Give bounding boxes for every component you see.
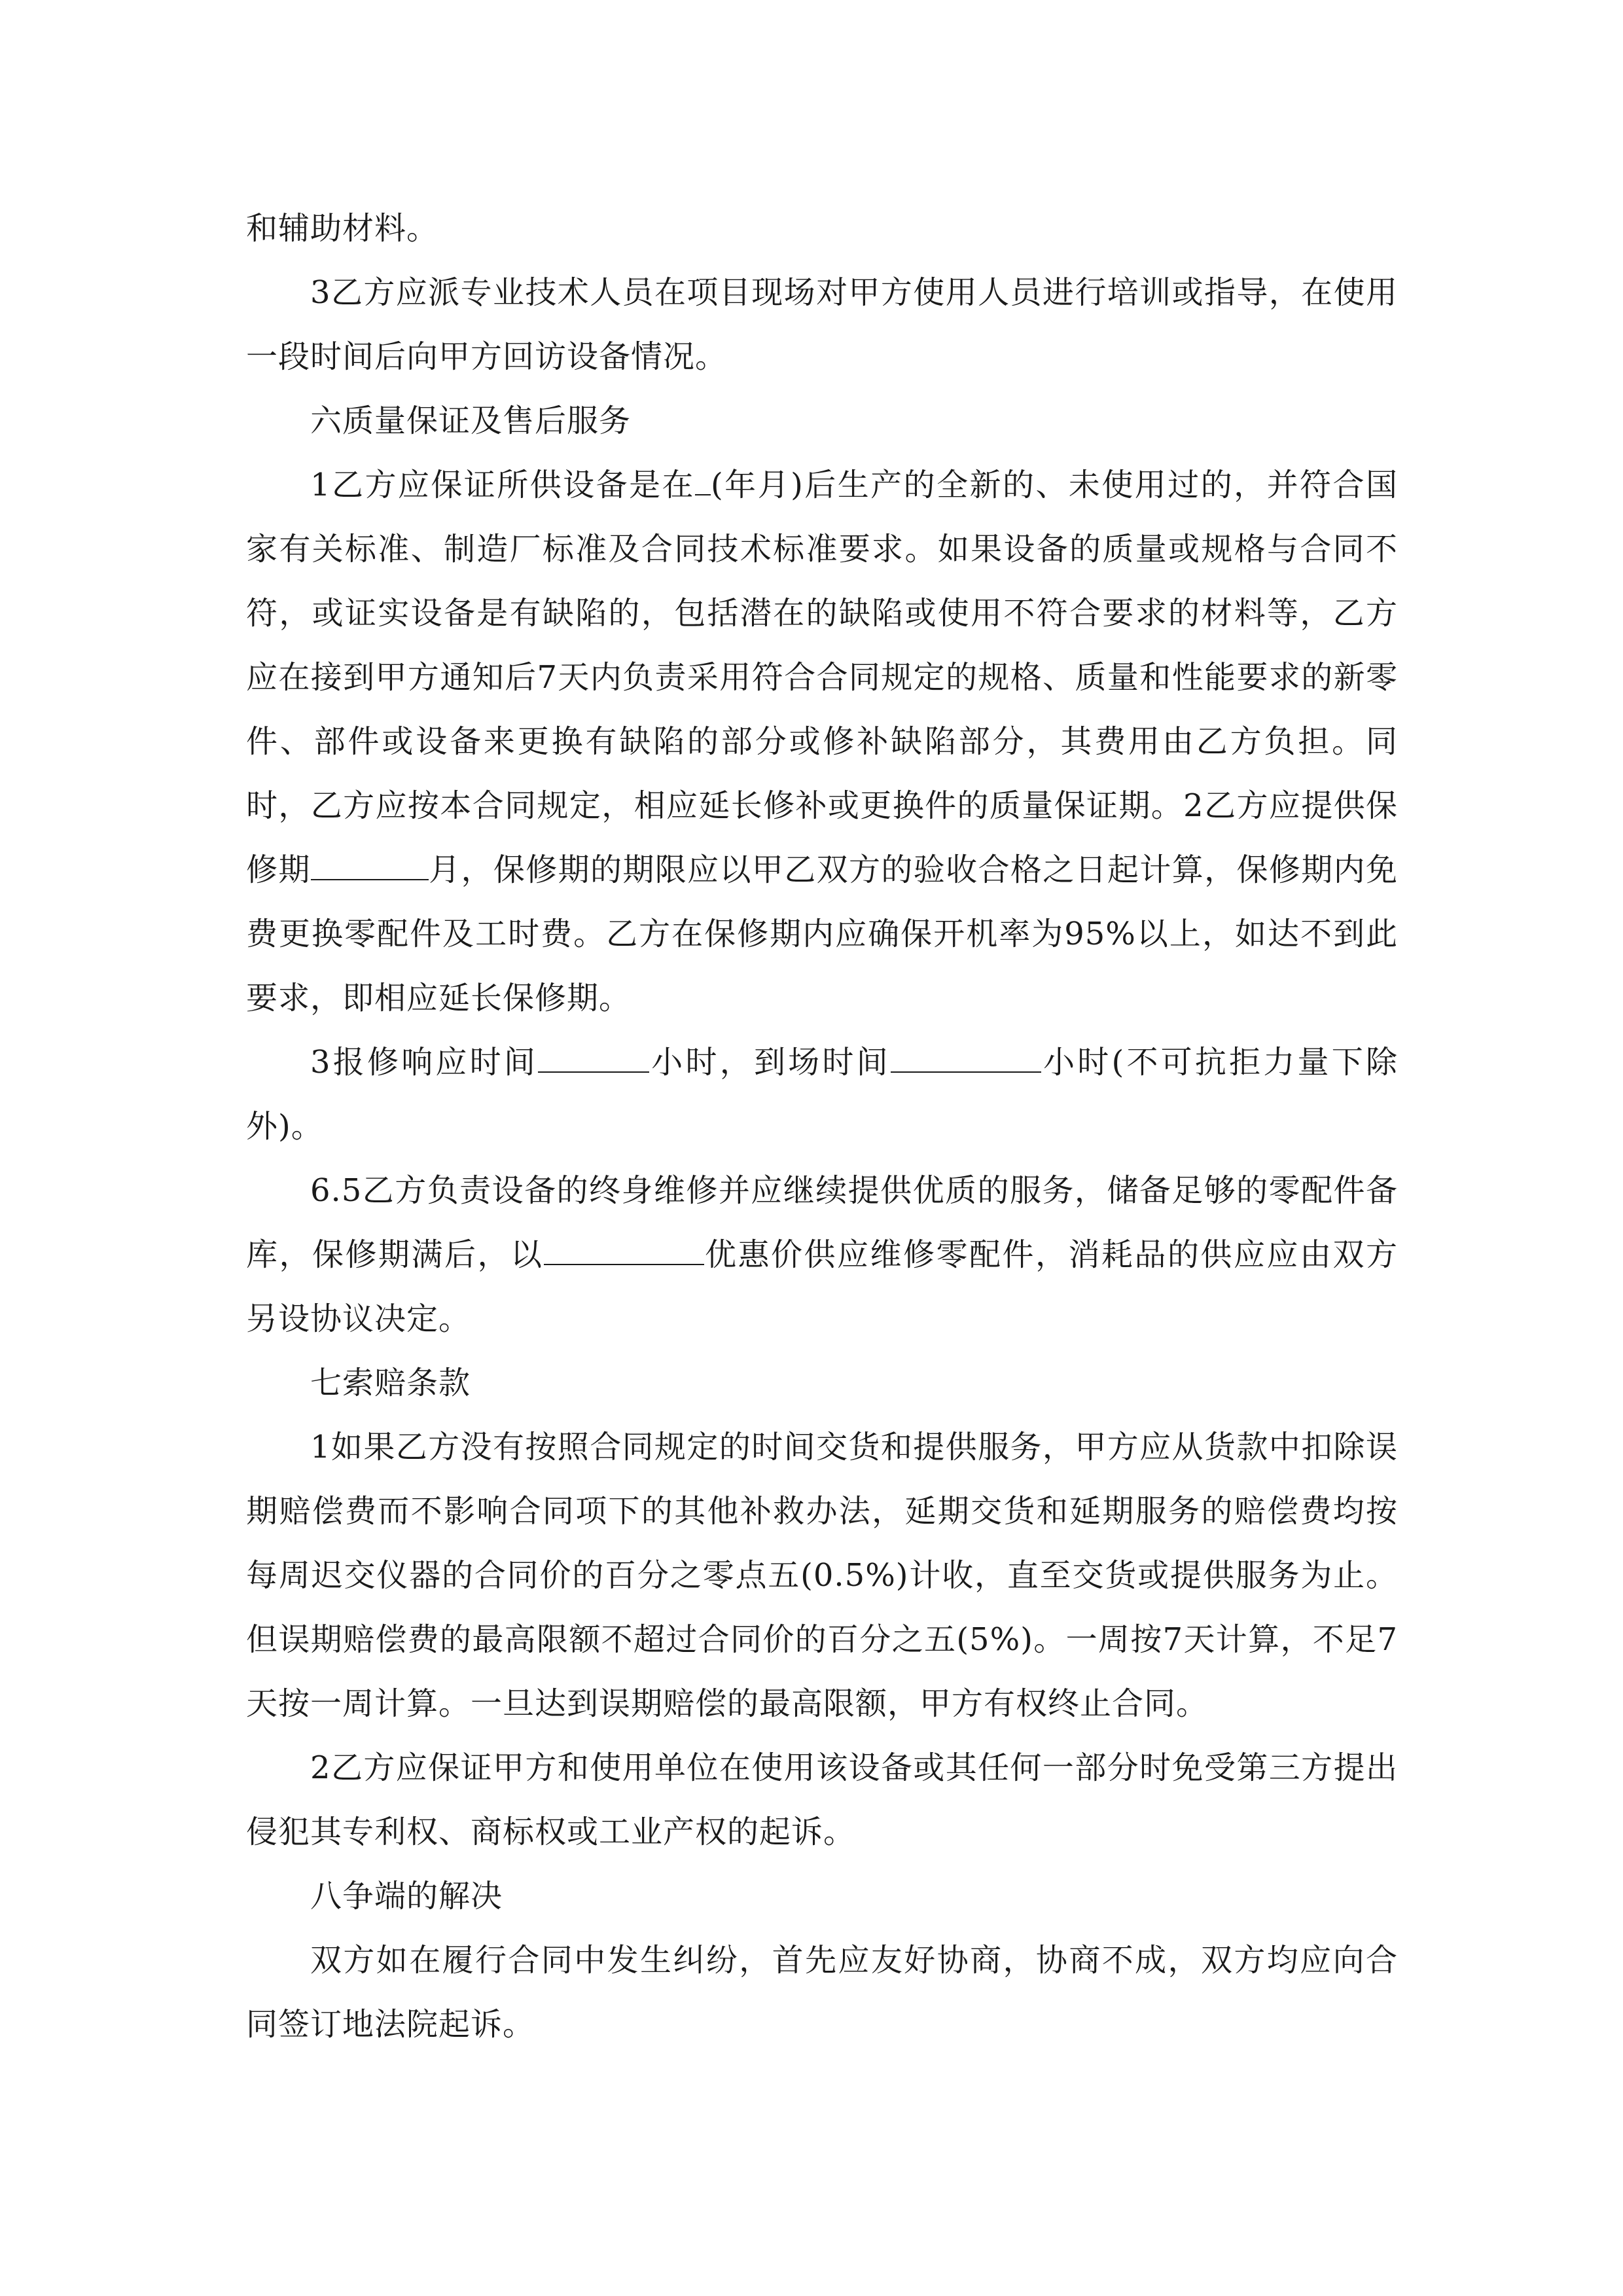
text-segment: 小时(不可抗拒力量下除外)。 — [246, 1044, 1398, 1145]
paragraph-auxiliary-materials: 和辅助材料。 — [246, 210, 439, 247]
paragraph-training: 3乙方应派专业技术人员在项目现场对甲方使用人员进行培训或指导，在使用一段时间后向甲方回访设备情况。 — [246, 274, 1398, 375]
blank-warranty-months[interactable] — [311, 853, 429, 880]
section-heading-dispute-resolution: 八争端的解决 — [310, 1878, 503, 1914]
paragraph-ip-protection: 2乙方应保证甲方和使用单位在使用该设备或其任何一部分时免受第三方提出侵犯其专利权、商标权或工业产权的起诉。 — [246, 1749, 1398, 1850]
document-page — [246, 196, 1398, 2056]
paragraph-quality-guarantee — [246, 453, 1398, 1030]
text-segment: (年月)后生产的全新的、未使用过的，并符合国家有关标准、制造厂标准及合同技术标准要求。如果设备的质量或规格与合同不符，或证实设备是有缺陷的，包括潜在的缺陷或使用不符合要求的材料等，乙方应在接到甲方通知后7天内负责采用符合合同规定的规格、质量和性能要求的新零件、部件或设备来更换有缺陷的部分或修补缺陷部分，其费用由乙方负担。同时，乙方应按本合同规定，相应延长修补或更换件的质量保证期。2乙方应提供保修期 — [246, 467, 1398, 888]
blank-response-hours[interactable] — [538, 1045, 649, 1073]
paragraph-delay-compensation: 1如果乙方没有按照合同规定的时间交货和提供服务，甲方应从货款中扣除误期赔偿费而不影响合同项下的其他补救办法，延期交货和延期服务的赔偿费均按每周迟交仪器的合同价的百分之零点五(0.5%)计收，直至交货或提供服务为止。但误期赔偿费的最高限额不超过合同价的百分之五(5%)。一周按7天计算，不足7天按一周计算。一旦达到误期赔偿的最高限额，甲方有权终止合同。 — [246, 1429, 1398, 1722]
paragraph-lifetime-maintenance — [246, 1158, 1398, 1351]
paragraph-response-time — [246, 1030, 1398, 1158]
text-segment: 小时，到场时间 — [649, 1044, 891, 1081]
text-segment: 6.5乙方负责设备的终身维修并应继续提供优质的服务，储备足够的零配件备库，保修期满后，以 — [246, 1172, 1398, 1273]
text-segment: 1乙方应保证所供设备是在 — [310, 467, 695, 503]
blank-manufacture-date[interactable] — [695, 468, 711, 495]
section-heading-claims: 七索赔条款 — [310, 1365, 471, 1401]
text-segment: 月，保修期的期限应以甲乙双方的验收合格之日起计算，保修期内免费更换零配件及工时费。乙方在保修期内应确保开机率为95%以上，如达不到此要求，即相应延长保修期。 — [246, 852, 1398, 1016]
blank-arrival-hours[interactable] — [891, 1045, 1041, 1073]
text-segment: 优惠价供应维修零配件，消耗品的供应应由双方另设协议决定。 — [246, 1236, 1398, 1337]
text-segment: 3报修响应时间 — [310, 1044, 539, 1081]
section-heading-quality-warranty: 六质量保证及售后服务 — [310, 403, 632, 439]
blank-discount-price[interactable] — [544, 1238, 704, 1265]
paragraph-dispute: 双方如在履行合同中发生纠纷，首先应友好协商，协商不成，双方均应向合同签订地法院起诉。 — [246, 1942, 1398, 2043]
